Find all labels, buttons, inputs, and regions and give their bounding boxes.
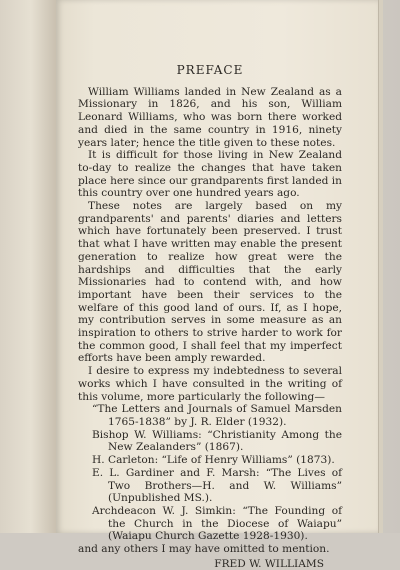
reference-list xyxy=(78,403,342,543)
book-spine-edge xyxy=(0,0,57,533)
paragraph: William Williams landed in New Zealand as a Missionary in 1826, and his son, William Leonard Williams, who was born there worked and died in the same country in 1916, ninety years later; hence the title given to these notes. xyxy=(78,85,342,149)
reference-item: E. L. Gardiner and F. Marsh: “The Lives of Two Brothers—H. and W. Williams” (Unpublished MS.). xyxy=(92,466,342,505)
reference-item: Archdeacon W. J. Simkin: “The Founding of the Church in the Diocese of Waiapu” (Waiapu Church Gazette 1928-1930). xyxy=(92,504,342,543)
author-signature: FRED W. WILLIAMS xyxy=(214,557,324,570)
paragraph: I desire to express my indebtedness to several works which I have consulted in the writing of this volume, more particularly the following— xyxy=(78,365,342,403)
paragraph: It is difficult for those living in New Zealand to-day to realize the changes that have taken place here since our grandparents first landed in this country over one hundred years ago. xyxy=(78,149,342,200)
reference-item: H. Carleton: “Life of Henry Williams” (1873). xyxy=(92,454,335,467)
preface-heading: PREFACE xyxy=(176,63,244,77)
reference-item: “The Letters and Journals of Samuel Marsden 1765-1838” by J. R. Elder (1932). xyxy=(92,403,342,428)
page-edge xyxy=(378,0,383,533)
reference-item: Bishop W. Williams: “Christianity Among the New Zealanders” (1867). xyxy=(92,428,342,454)
preface-text xyxy=(78,64,342,570)
closing-line: and any others I may have omitted to mention. xyxy=(78,543,330,556)
paragraph: These notes are largely based on my grandparents' and parents' diaries and letters which have fortunately been preserved. I trust that what I have written may enable the present generation to realize how great were the hardships and difficulties that the early Missionaries had to contend with, and how important have been their services to the welfare of this good land of ours. If, as I hope, my contribution serves in some measure as an inspiration to others to strive harder to work for the common good, I shall feel that my imperfect efforts have been amply rewarded. xyxy=(78,200,342,365)
